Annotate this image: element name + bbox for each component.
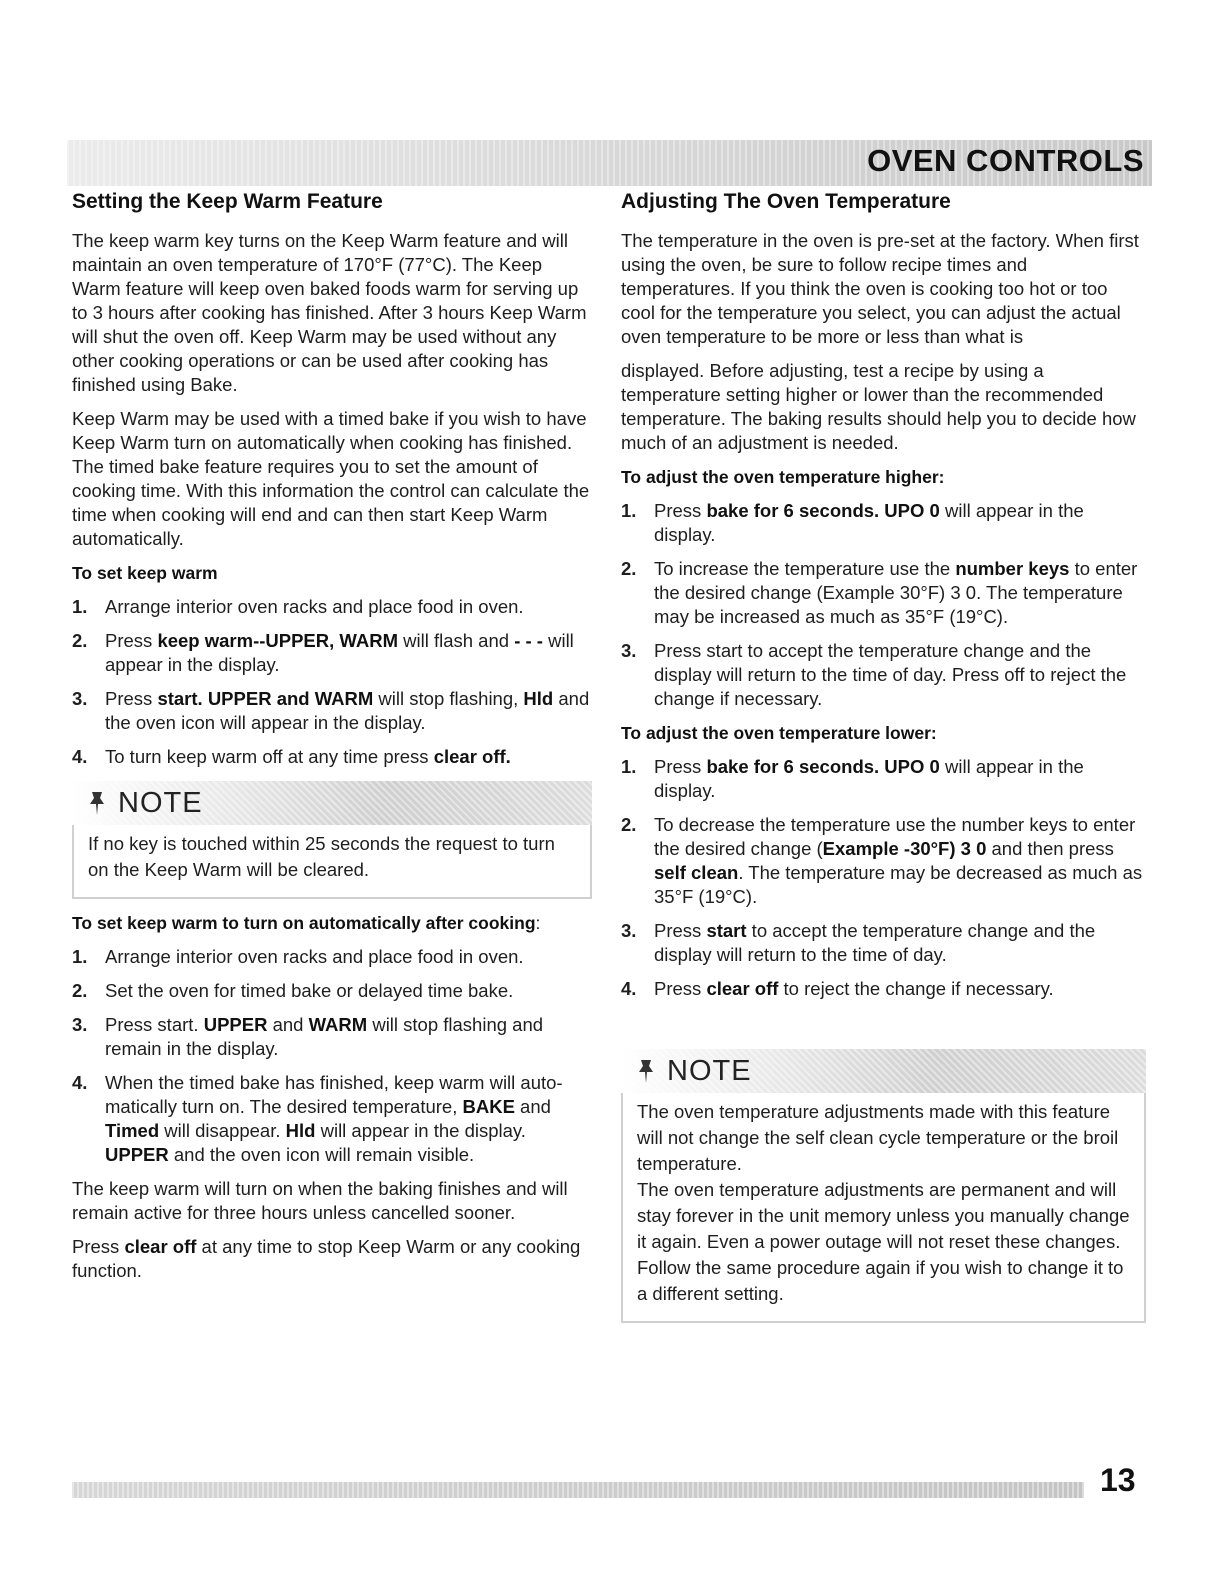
note-header (72, 781, 592, 825)
adjust-lower-steps (621, 755, 1146, 1001)
adjust-temp-intro-paragraph: The temperature in the oven is pre-set at the factory. When first using the oven, be sure to follow recipe times and temperatures. If you think the oven is cooking too hot or too cool for the temperature you select, you can adjust the actual oven temperature to be more or less than what is (621, 230, 1139, 348)
adjust-higher-subheading: To adjust the oven temperature higher: (621, 467, 945, 488)
keep-warm-duration-paragraph: The keep warm will turn on when the baking finishes and will remain active for three hours unless cancelled sooner. (72, 1178, 568, 1224)
adjust-temp-test-paragraph: displayed. Before adjusting, test a recipe by using a temperature setting higher or lower than the recommended temperature. The baking results should help you to decide how much of an adjustment is needed. (621, 360, 1136, 454)
adjust-higher-steps (621, 499, 1146, 711)
step-number: 3. (621, 640, 637, 662)
list-item (72, 945, 592, 969)
note-title: NOTE (667, 1055, 752, 1088)
step-text: Press start to accept the temperature change and the display will return to the time of day. (654, 920, 1096, 966)
auto-keep-warm-subheading: To set keep warm to turn on automatically after cooking: (72, 913, 541, 934)
page-number: 13 (1100, 1462, 1136, 1498)
step-number: 4. (621, 978, 637, 1000)
list-item (621, 919, 1146, 967)
right-column (621, 188, 1146, 1335)
section-header-band (67, 140, 1152, 186)
list-item (72, 687, 592, 735)
step-text: Press start to accept the temperature change and the display will return to the time of day. Press off to reject the change if necessary. (654, 640, 1127, 710)
keep-warm-heading: Setting the Keep Warm Feature (72, 190, 383, 213)
adjust-lower-subheading: To adjust the oven temperature lower: (621, 723, 937, 744)
auto-keep-warm-steps (72, 945, 592, 1167)
section-title: OVEN CONTROLS (867, 143, 1144, 178)
step-number: 2. (621, 814, 637, 836)
step-text: Set the oven for timed bake or delayed time bake. (105, 980, 514, 1002)
list-item (72, 595, 592, 619)
step-text: To turn keep warm off at any time press clear off. (105, 746, 511, 768)
note-body (72, 825, 592, 899)
pushpin-icon (86, 790, 108, 816)
note-header (621, 1049, 1146, 1093)
step-text: Press bake for 6 seconds. UPO 0 will appear in the display. (654, 756, 1084, 802)
list-item (621, 557, 1146, 629)
list-item (72, 1013, 592, 1061)
note-text: If no key is touched within 25 seconds the request to turn on the Keep Warm will be cleared. (88, 833, 555, 881)
step-text: Press start. UPPER and WARM will stop flashing, Hld and the oven icon will appear in the display. (105, 688, 590, 734)
step-number: 4. (72, 1072, 88, 1094)
step-number: 3. (621, 920, 637, 942)
step-number: 2. (72, 980, 88, 1002)
adjust-temp-heading: Adjusting The Oven Temperature (621, 190, 951, 213)
note-text: The oven temperature adjustments are permanent and will stay forever in the unit memory unless you manually change it again. Even a power outage will not reset these changes. Follow the same procedure again if you wish to change it to a different setting. (637, 1179, 1130, 1305)
note-text: The oven temperature adjustments made with this feature will not change the self clean cycle temperature or the broil temperature. (637, 1101, 1119, 1175)
step-number: 2. (621, 558, 637, 580)
note-title: NOTE (118, 787, 203, 820)
set-keep-warm-steps (72, 595, 592, 769)
step-number: 3. (72, 688, 88, 710)
keep-warm-note-box (72, 781, 592, 899)
step-text: Arrange interior oven racks and place food in oven. (105, 946, 524, 968)
list-item (72, 745, 592, 769)
left-column (72, 188, 592, 1293)
step-number: 1. (621, 500, 637, 522)
footer-band (72, 1482, 1084, 1498)
list-item (621, 977, 1146, 1001)
list-item (621, 499, 1146, 547)
list-item (621, 639, 1146, 711)
step-number: 2. (72, 630, 88, 652)
pushpin-icon (635, 1058, 657, 1084)
step-text: Press bake for 6 seconds. UPO 0 will appear in the display. (654, 500, 1084, 546)
step-number: 1. (621, 756, 637, 778)
list-item (621, 813, 1146, 909)
step-number: 4. (72, 746, 88, 768)
list-item (621, 755, 1146, 803)
step-text: Press start. UPPER and WARM will stop flashing and remain in the display. (105, 1014, 544, 1060)
step-number: 3. (72, 1014, 88, 1036)
step-text: When the timed bake has finished, keep warm will auto-matically turn on. The desired temperature, BAKE and Timed will disappear. Hld will appear in the display. UPPER and the oven icon will remain visible. (105, 1072, 563, 1166)
step-number: 1. (72, 596, 88, 618)
list-item (72, 979, 592, 1003)
adjust-temp-note-box (621, 1049, 1146, 1323)
keep-warm-timed-paragraph: Keep Warm may be used with a timed bake if you wish to have Keep Warm turn on automatically when cooking has finished. The timed bake feature requires you to set the amount of cooking time. With this information the control can calculate the time when cooking will end and can then start Keep Warm automatically. (72, 408, 590, 550)
step-text: Arrange interior oven racks and place food in oven. (105, 596, 524, 618)
step-text: Press keep warm--UPPER, WARM will flash and - - - will appear in the display. (105, 630, 574, 676)
list-item (72, 629, 592, 677)
note-body (621, 1093, 1146, 1323)
list-item (72, 1071, 592, 1167)
step-text: Press clear off to reject the change if necessary. (654, 978, 1054, 1000)
step-text: To increase the temperature use the number keys to enter the desired change (Example 30°F) 3 0. The temperature may be increased as much as 35°F (19°C). (654, 558, 1138, 628)
keep-warm-intro-paragraph: The keep warm key turns on the Keep Warm feature and will maintain an oven temperature of 170°F (77°C). The Keep Warm feature will keep oven baked foods warm for serving up to 3 hours after cooking has finished. After 3 hours Keep Warm will shut the oven off. Keep Warm may be used without any other cooking operations or can be used after cooking has finished using Bake. (72, 230, 587, 396)
set-keep-warm-subheading: To set keep warm (72, 563, 218, 584)
clear-off-paragraph: Press clear off at any time to stop Keep Warm or any cooking function. (72, 1236, 581, 1282)
step-number: 1. (72, 946, 88, 968)
step-text: To decrease the temperature use the number keys to enter the desired change (Example -30°F) 3 0 and then press self clean. The temperature may be decreased as much as 35°F (19°C). (654, 814, 1143, 908)
